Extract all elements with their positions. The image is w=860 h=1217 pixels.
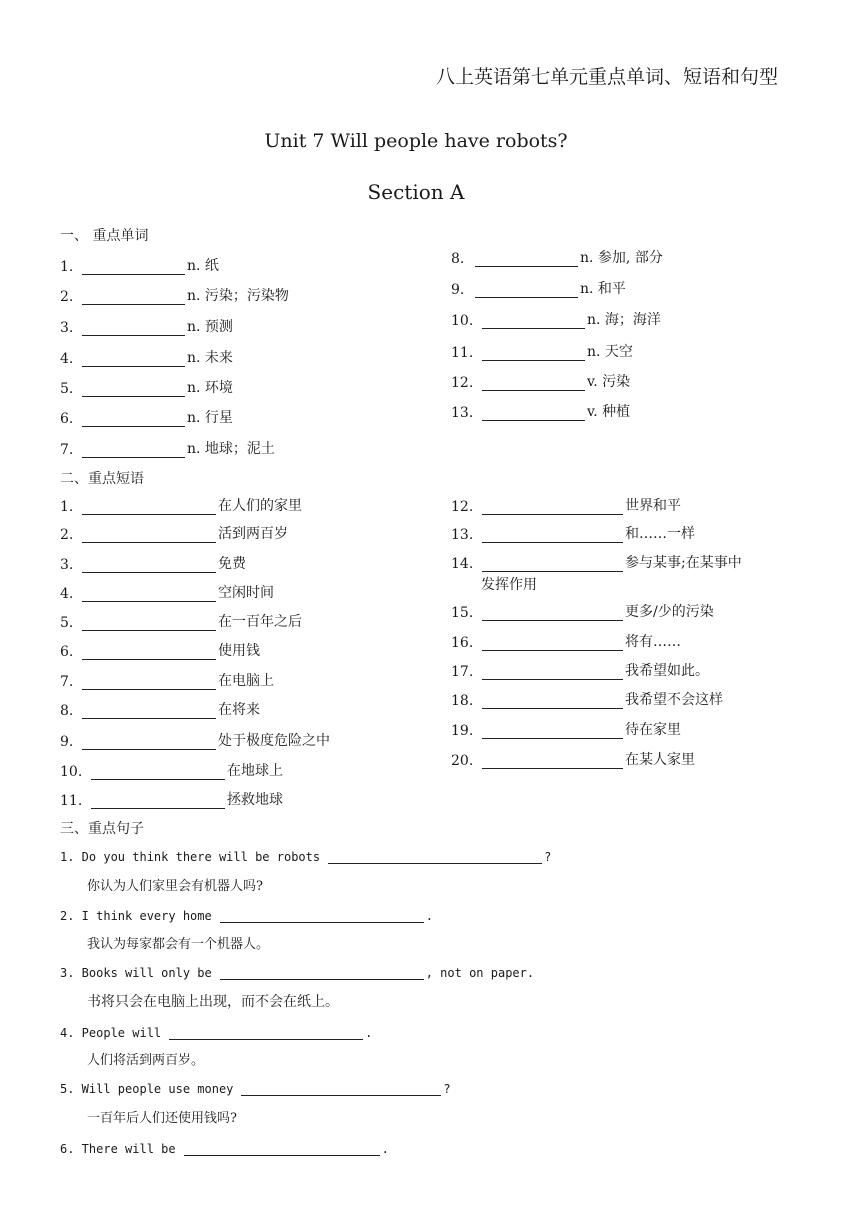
unit-title: Unit 7 Will people have robots?	[264, 130, 568, 152]
sentence-item	[60, 848, 551, 864]
answer-blank[interactable]	[328, 848, 542, 864]
item-meaning: 处于极度危险之中	[218, 733, 330, 749]
item-number: 2.	[60, 289, 74, 305]
answer-blank[interactable]	[82, 320, 185, 336]
item-meaning: 世界和平	[625, 498, 681, 514]
answer-blank[interactable]	[91, 793, 225, 809]
item-meaning: n. 污染；污染物	[187, 288, 289, 304]
item-number: 10.	[60, 764, 83, 780]
item-number: 2.	[60, 527, 74, 543]
item-number: 3.	[60, 320, 74, 336]
answer-blank[interactable]	[82, 557, 216, 573]
item-number: 14.	[451, 556, 474, 572]
item-number: 15.	[451, 605, 474, 621]
item-number: 1.	[60, 259, 74, 275]
item-meaning: 拯救地球	[227, 792, 283, 808]
item-meaning: n. 参加, 部分	[580, 250, 663, 266]
sentence-prefix: 6. There will be	[60, 1142, 176, 1156]
answer-blank[interactable]	[82, 351, 185, 367]
answer-blank[interactable]	[241, 1080, 441, 1096]
item-number: 20.	[451, 753, 474, 769]
word-item	[451, 371, 630, 391]
phrase-item	[60, 789, 283, 809]
item-number: 8.	[451, 251, 465, 267]
item-meaning: 我希望如此。	[625, 663, 709, 679]
item-meaning: 在将来	[218, 702, 260, 718]
item-number: 18.	[451, 693, 474, 709]
answer-blank[interactable]	[482, 635, 623, 651]
word-item	[60, 377, 233, 397]
item-meaning: 更多/少的污染	[625, 604, 714, 620]
answer-blank[interactable]	[482, 527, 623, 543]
item-number: 4.	[60, 351, 74, 367]
item-number: 9.	[451, 282, 465, 298]
answer-blank[interactable]	[82, 703, 216, 719]
item-meaning: v. 污染	[587, 374, 631, 390]
item-meaning: 空闲时间	[218, 585, 274, 601]
phrase-item	[451, 749, 695, 769]
phrase-item	[60, 553, 246, 573]
item-number: 7.	[60, 674, 74, 690]
item-number: 7.	[60, 442, 74, 458]
sentence-prefix: 1. Do you think there will be robots	[60, 850, 321, 864]
part2-heading: 二、重点短语	[60, 471, 144, 487]
phrase-item	[60, 611, 302, 631]
item-meaning: 使用钱	[218, 643, 260, 659]
sentence-prefix: 4. People will	[60, 1026, 162, 1040]
item-number: 11.	[451, 345, 474, 361]
answer-blank[interactable]	[475, 282, 578, 298]
answer-blank[interactable]	[82, 674, 216, 690]
item-meaning: n. 海；海洋	[587, 312, 661, 328]
answer-blank[interactable]	[82, 615, 216, 631]
item-meaning: n. 地球；泥土	[187, 441, 275, 457]
phrase-item	[60, 760, 283, 780]
answer-blank[interactable]	[82, 259, 185, 275]
word-item	[60, 407, 233, 427]
sentence-suffix: .	[381, 1142, 389, 1156]
item-number: 10.	[451, 313, 474, 329]
phrase-item	[451, 631, 681, 651]
phrase-item	[60, 495, 302, 515]
item-meaning: 在一百年之后	[218, 614, 302, 630]
item-meaning: 在某人家里	[625, 752, 695, 768]
answer-blank[interactable]	[82, 289, 185, 305]
answer-blank[interactable]	[475, 251, 578, 267]
sentence-prefix: 5. Will people use money	[60, 1082, 234, 1096]
answer-blank[interactable]	[82, 527, 216, 543]
sentence-suffix: , not on paper.	[425, 966, 535, 980]
item-number: 5.	[60, 615, 74, 631]
phrase-item	[451, 660, 709, 680]
item-number: 6.	[60, 411, 74, 427]
answer-blank[interactable]	[482, 405, 585, 421]
word-item	[60, 438, 275, 458]
word-item	[60, 347, 233, 367]
item-meaning: 在电脑上	[218, 673, 274, 689]
sentence-item	[60, 1024, 372, 1040]
item-meaning: 在地球上	[227, 763, 283, 779]
item-number: 3.	[60, 557, 74, 573]
item-number: 9.	[60, 734, 74, 750]
answer-blank[interactable]	[482, 723, 623, 739]
item-meaning: n. 环境	[187, 380, 233, 396]
item-meaning: n. 和平	[580, 281, 626, 297]
sentence-translation: 我认为每家都会有一个机器人。	[87, 937, 270, 952]
item-meaning: 待在家里	[625, 722, 681, 738]
phrase-item	[451, 719, 681, 739]
item-number: 13.	[451, 527, 474, 543]
word-item	[60, 316, 233, 336]
sentence-item	[60, 964, 534, 980]
answer-blank[interactable]	[82, 411, 185, 427]
phrase-item	[451, 523, 695, 543]
answer-blank[interactable]	[169, 1024, 363, 1040]
item-meaning: 在人们的家里	[218, 498, 302, 514]
answer-blank[interactable]	[82, 442, 185, 458]
answer-blank[interactable]	[482, 605, 623, 621]
word-item	[451, 278, 626, 298]
sentence-item	[60, 1140, 389, 1156]
item-number: 13.	[451, 405, 474, 421]
phrase-item	[451, 689, 723, 709]
item-number: 8.	[60, 703, 74, 719]
phrase-item	[60, 582, 274, 602]
item-meaning: 将有……	[625, 634, 681, 650]
item-meaning: 活到两百岁	[218, 526, 288, 542]
item-meaning: v. 种植	[587, 404, 631, 420]
word-item	[451, 309, 661, 329]
sentence-suffix: .	[365, 1026, 373, 1040]
item-meaning: n. 未来	[187, 350, 233, 366]
word-item	[451, 247, 663, 267]
phrase-item	[60, 730, 330, 750]
item-number: 6.	[60, 644, 74, 660]
phrase-item	[451, 601, 714, 621]
item-meaning: n. 预测	[187, 319, 233, 335]
part3-heading: 三、重点句子	[60, 821, 144, 837]
part1-heading: 一、 重点单词	[60, 228, 149, 244]
word-item	[60, 285, 289, 305]
answer-blank[interactable]	[82, 644, 216, 660]
word-item	[451, 401, 630, 421]
sentence-suffix: .	[425, 909, 433, 923]
answer-blank[interactable]	[482, 499, 623, 515]
item-meaning: 我希望不会这样	[625, 692, 723, 708]
sentence-suffix: ?	[544, 850, 552, 864]
sentence-prefix: 2. I think every home	[60, 909, 212, 923]
sentence-translation: 人们将活到两百岁。	[87, 1053, 205, 1068]
document-header: 八上英语第七单元重点单词、短语和句型	[435, 66, 778, 88]
section-title: Section A	[367, 180, 465, 204]
sentence-item	[60, 1080, 451, 1096]
answer-blank[interactable]	[482, 753, 623, 769]
answer-blank[interactable]	[220, 907, 424, 923]
phrase-item	[60, 670, 274, 690]
item-number: 19.	[451, 723, 474, 739]
answer-blank[interactable]	[82, 586, 216, 602]
sentence-translation: 一百年后人们还使用钱吗?	[87, 1111, 237, 1126]
answer-blank[interactable]	[220, 964, 424, 980]
item-number: 16.	[451, 635, 474, 651]
word-item	[60, 255, 219, 275]
answer-blank[interactable]	[482, 375, 585, 391]
phrase-item	[60, 523, 288, 543]
phrase-item	[451, 495, 681, 515]
answer-blank[interactable]	[91, 764, 225, 780]
sentence-item	[60, 907, 433, 923]
sentence-prefix: 3. Books will only be	[60, 966, 212, 980]
item-meaning: 免费	[218, 556, 246, 572]
item-meaning: n. 行星	[187, 410, 233, 426]
word-item	[451, 341, 633, 361]
item-meaning: n. 天空	[587, 344, 633, 360]
item-number: 4.	[60, 586, 74, 602]
item-number: 5.	[60, 381, 74, 397]
answer-blank[interactable]	[482, 313, 585, 329]
item-number: 12.	[451, 375, 474, 391]
item-number: 17.	[451, 664, 474, 680]
item-number: 12.	[451, 499, 474, 515]
answer-blank[interactable]	[82, 734, 216, 750]
phrase-item	[60, 640, 260, 660]
sentence-translation: 书将只会在电脑上出现，而不会在纸上。	[87, 994, 339, 1010]
item-number: 11.	[60, 793, 83, 809]
answer-blank[interactable]	[482, 345, 585, 361]
item-meaning-continued: 发挥作用	[481, 577, 537, 593]
item-meaning: 和……一样	[625, 526, 695, 542]
answer-blank[interactable]	[184, 1140, 380, 1156]
sentence-suffix: ?	[443, 1082, 451, 1096]
item-meaning: n. 纸	[187, 258, 219, 274]
answer-blank[interactable]	[482, 556, 623, 572]
item-number: 1.	[60, 499, 74, 515]
item-meaning: 参与某事;在某事中	[625, 555, 742, 571]
phrase-item	[451, 552, 742, 572]
answer-blank[interactable]	[82, 381, 185, 397]
answer-blank[interactable]	[482, 693, 623, 709]
sentence-translation: 你认为人们家里会有机器人吗?	[87, 879, 263, 894]
phrase-item	[60, 699, 260, 719]
answer-blank[interactable]	[82, 499, 216, 515]
answer-blank[interactable]	[482, 664, 623, 680]
